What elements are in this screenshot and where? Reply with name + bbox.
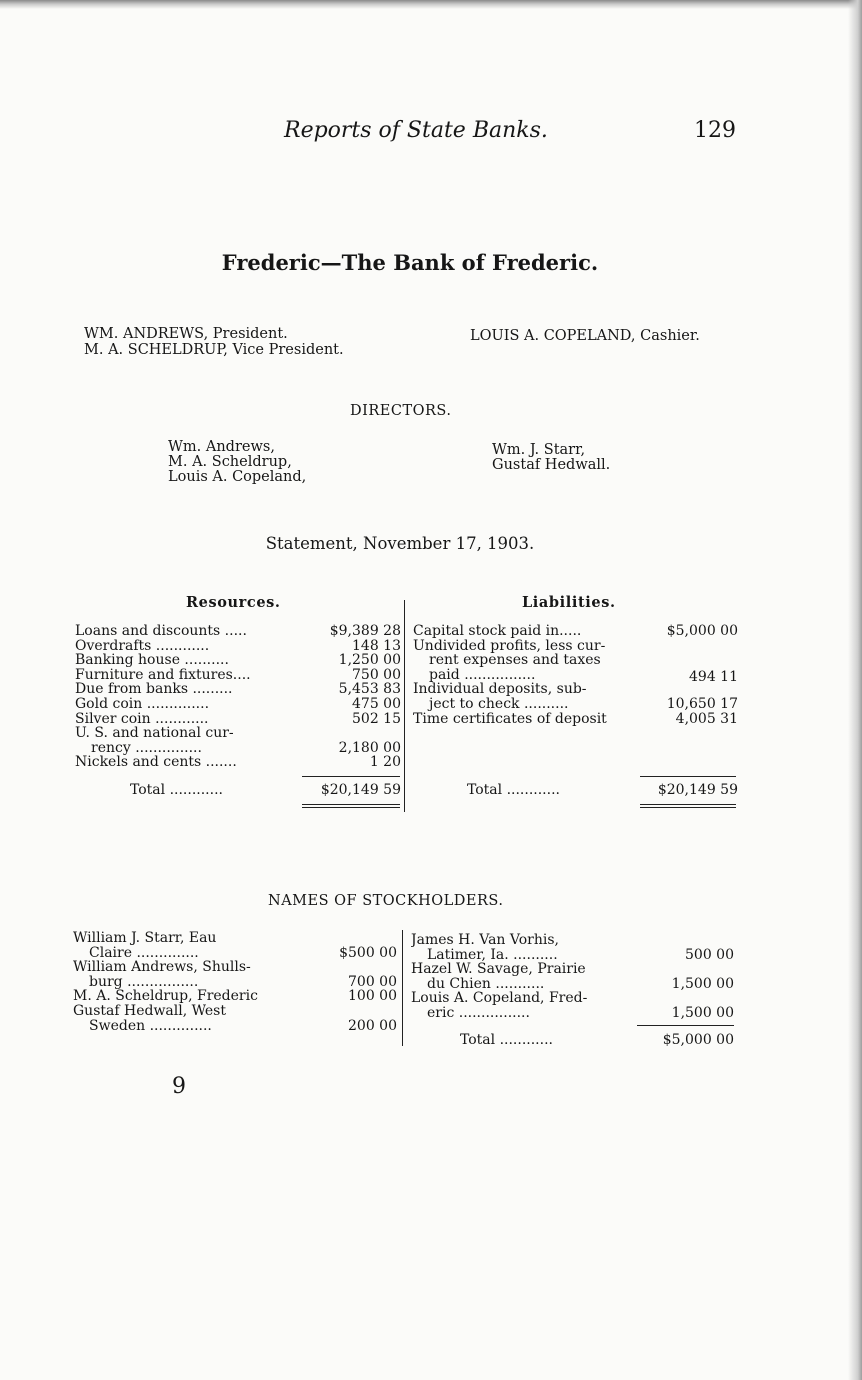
stockholder-amount: 1,500 00 — [671, 975, 734, 992]
stockholder-amount: 100 00 — [348, 988, 397, 1005]
stockholder-row — [73, 931, 397, 946]
resources-row-amount: 2,180 00 — [338, 739, 401, 756]
resources-total-label: Total ............ — [130, 783, 223, 798]
director-name: M. A. Scheldrup, — [168, 454, 292, 470]
liabilities-row-amount: 4,005 31 — [675, 710, 738, 727]
resources-row — [75, 624, 401, 639]
resources-row-amount: 5,453 83 — [338, 681, 401, 698]
stockholder-amount: 1,500 00 — [671, 1005, 734, 1021]
resources-total-row — [130, 783, 401, 798]
resources-row-label: Furniture and fixtures.... — [75, 667, 251, 683]
stockholder-name: William J. Starr, Eau — [73, 931, 217, 946]
resources-row-amount: 502 15 — [352, 710, 401, 727]
stockholder-row — [411, 1006, 734, 1021]
director-name: Wm. J. Starr, — [492, 442, 586, 458]
resources-row-label: Gold coin .............. — [75, 697, 210, 712]
stockholder-amount: 500 00 — [685, 946, 734, 963]
stockholder-name: Louis A. Copeland, Fred- — [411, 991, 588, 1006]
stockholder-name: M. A. Scheldrup, Frederic — [73, 989, 258, 1004]
stockholder-row — [73, 960, 397, 975]
director-name: Gustaf Hedwall. — [492, 457, 611, 473]
resources-row-label: Silver coin ............ — [75, 711, 209, 727]
stockholders-total-rule — [637, 1025, 734, 1026]
stockholders-total-label: Total ............ — [460, 1033, 553, 1048]
page-top-edge — [0, 0, 862, 9]
stockholders-column-divider — [402, 930, 403, 1046]
liabilities-row — [413, 712, 738, 727]
stockholder-row — [73, 989, 397, 1004]
officer-cashier: LOUIS A. COPELAND, Cashier. — [470, 328, 700, 344]
liabilities-row-label: Undivided profits, less cur- — [413, 638, 606, 654]
resources-row — [75, 682, 401, 697]
director-name: Louis A. Copeland, — [168, 469, 307, 485]
liabilities-row-amount: 494 11 — [689, 668, 738, 685]
stockholder-row — [73, 1004, 397, 1019]
resources-row — [75, 697, 401, 712]
resources-row-amount: 1,250 00 — [338, 652, 401, 669]
officer-president: WM. ANDREWS, President. — [84, 326, 288, 342]
resources-row — [75, 712, 401, 727]
resources-row-amount: 1 20 — [369, 754, 401, 771]
stockholder-row — [411, 962, 734, 977]
stockholder-name: Gustaf Hedwall, West — [73, 1004, 226, 1019]
stockholders-total-row — [460, 1033, 734, 1048]
stockholder-row — [411, 948, 734, 963]
stockholder-amount: $500 00 — [339, 944, 397, 961]
stockholder-row — [73, 975, 397, 990]
liabilities-row-label: Individual deposits, sub- — [413, 682, 587, 697]
liabilities-row — [413, 697, 738, 712]
resources-row — [75, 668, 401, 683]
liabilities-row-label: ject to check .......... — [429, 697, 569, 712]
resources-row-label: Overdrafts ............ — [75, 638, 210, 654]
resources-row-label: Nickels and cents ....... — [75, 755, 237, 770]
resources-row-label: Loans and discounts ..... — [75, 624, 247, 639]
resources-row — [75, 726, 401, 741]
statement-column-divider — [404, 600, 405, 812]
resources-total-rule — [302, 776, 400, 777]
stockholders-total-amount: $5,000 00 — [662, 1032, 734, 1048]
liabilities-row-amount: $5,000 00 — [666, 623, 738, 639]
stockholder-name: Hazel W. Savage, Prairie — [411, 962, 586, 977]
stockholder-row — [411, 991, 734, 1006]
page-right-edge — [848, 0, 862, 1380]
stockholder-name: eric ................ — [427, 1006, 530, 1021]
resources-row-amount: 750 00 — [352, 666, 401, 683]
resources-row-label: U. S. and national cur- — [75, 726, 234, 741]
resources-row — [75, 755, 401, 770]
directors-heading: DIRECTORS. — [350, 403, 452, 419]
page-number: 129 — [694, 118, 736, 143]
stockholder-name: James H. Van Vorhis, — [411, 933, 559, 948]
resources-row-amount: 475 00 — [352, 696, 401, 712]
liabilities-row-label: Capital stock paid in..... — [413, 624, 582, 639]
resources-row — [75, 653, 401, 668]
stockholder-row — [411, 977, 734, 992]
stockholder-name: Latimer, Ia. .......... — [427, 947, 558, 963]
resources-row — [75, 639, 401, 654]
stockholder-row — [73, 946, 397, 961]
resources-row-label: Banking house .......... — [75, 653, 229, 668]
resources-total-amount: $20,149 59 — [320, 782, 401, 798]
stockholder-amount: 200 00 — [348, 1017, 397, 1034]
signature-mark: 9 — [172, 1074, 186, 1099]
resources-row-amount: 148 13 — [352, 637, 401, 654]
liabilities-row-label: Time certificates of deposit — [413, 711, 607, 727]
liabilities-row-label: rent expenses and taxes — [429, 653, 601, 668]
stockholder-name: Sweden .............. — [89, 1018, 212, 1034]
resources-row — [75, 741, 401, 756]
stockholder-row — [73, 1019, 397, 1034]
resources-row-amount: $9,389 28 — [329, 623, 401, 639]
liabilities-row-amount: 10,650 17 — [666, 696, 738, 712]
stockholder-name: William Andrews, Shulls- — [73, 960, 251, 975]
liabilities-row — [413, 639, 738, 654]
stockholder-name: du Chien ........... — [427, 976, 545, 992]
stockholder-name: Claire .............. — [89, 945, 199, 961]
liabilities-total-row — [467, 783, 738, 798]
bank-title: Frederic—The Bank of Frederic. — [221, 250, 599, 275]
liabilities-total-double-rule — [640, 804, 736, 808]
director-name: Wm. Andrews, — [168, 439, 275, 455]
liabilities-total-rule — [640, 776, 736, 777]
resources-row-label: Due from banks ......... — [75, 682, 233, 697]
stockholder-row — [411, 933, 734, 948]
liabilities-total-amount: $20,149 59 — [657, 782, 738, 798]
liabilities-row-label: paid ................ — [429, 667, 536, 683]
resources-heading: Resources. — [186, 594, 281, 611]
stockholder-name: burg ................ — [89, 974, 199, 990]
liabilities-row — [413, 624, 738, 639]
stockholder-amount: 700 00 — [348, 973, 397, 990]
liabilities-total-label: Total ............ — [467, 783, 560, 798]
officer-vice-president: M. A. SCHELDRUP, Vice President. — [84, 342, 344, 358]
liabilities-row — [413, 653, 738, 668]
running-title: Reports of State Banks. — [284, 118, 548, 143]
liabilities-heading: Liabilities. — [522, 594, 616, 611]
resources-total-double-rule — [302, 804, 400, 808]
liabilities-row — [413, 682, 738, 697]
statement-title: Statement, November 17, 1903. — [265, 534, 535, 553]
resources-row-label: rency ............... — [91, 740, 202, 756]
stockholders-heading: NAMES OF STOCKHOLDERS. — [268, 893, 504, 909]
